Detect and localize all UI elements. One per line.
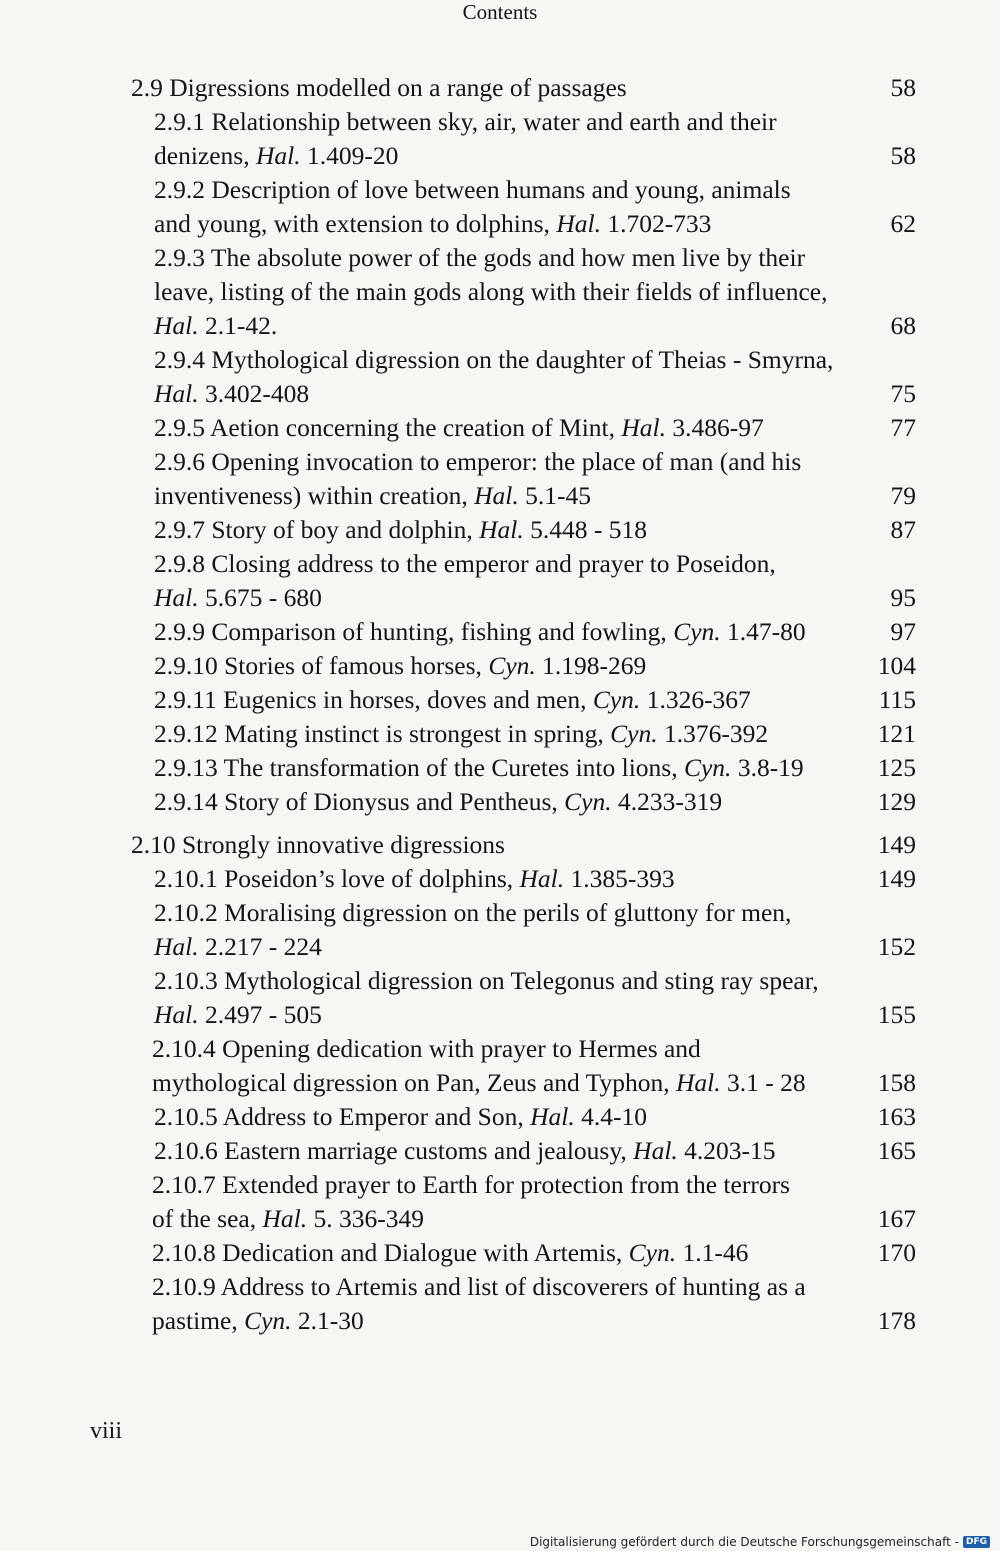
work-abbreviation: Cyn. bbox=[673, 617, 721, 646]
toc-entry-line bbox=[154, 964, 1000, 998]
work-abbreviation: Cyn. bbox=[488, 651, 536, 680]
entry-text: 5.1-45 bbox=[518, 481, 591, 510]
entry-text: leave, listing of the main gods along with their fields of influence, bbox=[154, 277, 828, 306]
toc-page-number: 115 bbox=[878, 685, 916, 714]
toc-entry-line bbox=[154, 513, 1000, 547]
entry-text: 1.409-20 bbox=[300, 141, 399, 170]
entry-text: 2.9.14 Story of Dionysus and Pentheus, bbox=[154, 787, 565, 816]
toc-entry-2-9 bbox=[0, 71, 1000, 105]
toc-entry-line bbox=[154, 343, 1000, 377]
toc-entry-2-9-11 bbox=[0, 683, 1000, 717]
entry-text: 3.8-19 bbox=[731, 753, 804, 782]
toc-entry-line bbox=[154, 998, 1000, 1032]
entry-text: 2.9.4 Mythological digression on the daughter of Theias - Smyrna, bbox=[154, 345, 834, 374]
entry-text: 1.376-392 bbox=[657, 719, 769, 748]
work-abbreviation: Hal. bbox=[154, 1000, 199, 1029]
toc-entry-2-9-12 bbox=[0, 717, 1000, 751]
work-abbreviation: Hal. bbox=[479, 515, 524, 544]
toc-entry-2-10 bbox=[0, 828, 1000, 862]
running-title: Contents bbox=[462, 0, 538, 24]
entry-text: 2.217 - 224 bbox=[198, 932, 322, 961]
toc-entry-2-10-9 bbox=[0, 1270, 1000, 1338]
toc-entry-2-9-1 bbox=[0, 105, 1000, 173]
entry-text: 2.10.8 Dedication and Dialogue with Artemis, bbox=[152, 1238, 629, 1267]
entry-text: pastime, bbox=[152, 1306, 245, 1335]
entry-text: 2.9.12 Mating instinct is strongest in spring, bbox=[154, 719, 611, 748]
toc-page-number: 129 bbox=[877, 787, 916, 816]
toc-entry-2-9-8 bbox=[0, 547, 1000, 615]
entry-text: 2.10.2 Moralising digression on the perils of gluttony for men, bbox=[154, 898, 792, 927]
toc-entry-line bbox=[154, 615, 1000, 649]
toc-entry-2-9-10 bbox=[0, 649, 1000, 683]
toc-entry-line bbox=[154, 173, 1000, 207]
toc-page-number: 165 bbox=[877, 1136, 916, 1165]
toc-page-number: 170 bbox=[877, 1238, 916, 1267]
toc-entry-2-9-3 bbox=[0, 241, 1000, 343]
entry-text: 5.675 - 680 bbox=[198, 583, 322, 612]
toc-page-number: 149 bbox=[877, 864, 916, 893]
toc-entry-2-9-6 bbox=[0, 445, 1000, 513]
toc-page-number: 163 bbox=[877, 1102, 916, 1131]
entry-text: 1.47-80 bbox=[720, 617, 806, 646]
toc-page-number: 121 bbox=[877, 719, 916, 748]
toc-entry-2-10-7 bbox=[0, 1168, 1000, 1236]
entry-text: 2.1-30 bbox=[291, 1306, 364, 1335]
table-of-contents bbox=[0, 71, 1000, 1338]
entry-text: 2.10.5 Address to Emperor and Son, bbox=[154, 1102, 531, 1131]
work-abbreviation: Hal. bbox=[633, 1136, 678, 1165]
entry-text: 2.9.13 The transformation of the Curetes into lions, bbox=[154, 753, 684, 782]
toc-page-number: 62 bbox=[890, 209, 916, 238]
toc-entry-line bbox=[154, 649, 1000, 683]
toc-entry-2-10-3 bbox=[0, 964, 1000, 1032]
toc-entry-line bbox=[154, 445, 1000, 479]
toc-entry-line bbox=[152, 1168, 1000, 1202]
digitization-credit bbox=[530, 1535, 990, 1549]
entry-text: 2.1-42. bbox=[198, 311, 278, 340]
toc-entry-line bbox=[154, 1100, 1000, 1134]
entry-text: mythological digression on Pan, Zeus and Typhon, bbox=[152, 1068, 676, 1097]
entry-text: 2.10.6 Eastern marriage customs and jealousy, bbox=[154, 1136, 634, 1165]
entry-text: 2.9 Digressions modelled on a range of passages bbox=[131, 73, 627, 102]
entry-text: 2.9.9 Comparison of hunting, fishing and fowling, bbox=[154, 617, 674, 646]
work-abbreviation: Hal. bbox=[530, 1102, 575, 1131]
toc-page-number: 104 bbox=[877, 651, 916, 680]
entry-text: 2.497 - 505 bbox=[198, 1000, 322, 1029]
entry-text: 2.10.3 Mythological digression on Telegonus and sting ray spear, bbox=[154, 966, 819, 995]
entry-text: 2.10 Strongly innovative digressions bbox=[131, 830, 505, 859]
entry-text: 3.486-97 bbox=[666, 413, 764, 442]
entry-text: 2.9.5 Aetion concerning the creation of Mint, bbox=[154, 413, 622, 442]
toc-entry-line bbox=[154, 309, 1000, 343]
toc-page-number: 58 bbox=[890, 141, 916, 170]
toc-entry-line bbox=[154, 751, 1000, 785]
work-abbreviation: Hal. bbox=[154, 379, 199, 408]
toc-page-number: 75 bbox=[890, 379, 916, 408]
entry-text: 5.448 - 518 bbox=[523, 515, 647, 544]
work-abbreviation: Cyn. bbox=[564, 787, 612, 816]
dfg-logo-icon: DFG bbox=[963, 1536, 990, 1548]
entry-text: 2.10.1 Poseidon’s love of dolphins, bbox=[154, 864, 520, 893]
toc-entry-line bbox=[154, 275, 1000, 309]
toc-entry-line bbox=[154, 377, 1000, 411]
toc-entry-line bbox=[154, 930, 1000, 964]
entry-text: 2.10.7 Extended prayer to Earth for protection from the terrors bbox=[152, 1170, 790, 1199]
entry-text: 2.9.3 The absolute power of the gods and how men live by their bbox=[154, 243, 806, 272]
toc-entry-2-10-4 bbox=[0, 1032, 1000, 1100]
toc-entry-line bbox=[152, 1270, 1000, 1304]
work-abbreviation: Cyn. bbox=[592, 685, 641, 714]
work-abbreviation: Cyn. bbox=[610, 719, 658, 748]
toc-entry-line bbox=[154, 207, 1000, 241]
credit-text: Digitalisierung gefördert durch die Deutsche Forschungsgemeinschaft - bbox=[529, 1535, 959, 1549]
toc-page-number: 77 bbox=[890, 413, 916, 442]
work-abbreviation: Hal. bbox=[474, 481, 519, 510]
toc-entry-line bbox=[154, 862, 1000, 896]
toc-entry-line bbox=[152, 1066, 1000, 1100]
work-abbreviation: Hal. bbox=[262, 1204, 308, 1233]
toc-entry-line bbox=[154, 1134, 1000, 1168]
work-abbreviation: Hal. bbox=[675, 1068, 721, 1097]
entry-text: 2.9.11 Eugenics in horses, doves and men, bbox=[154, 685, 593, 714]
toc-entry-2-9-2 bbox=[0, 173, 1000, 241]
work-abbreviation: Hal. bbox=[621, 413, 667, 442]
toc-page-number: 68 bbox=[890, 311, 916, 340]
toc-entry-line bbox=[154, 105, 1000, 139]
toc-entry-line bbox=[154, 411, 1000, 445]
work-abbreviation: Hal. bbox=[519, 864, 565, 893]
toc-page-number: 79 bbox=[890, 481, 916, 510]
toc-page-number: 149 bbox=[877, 830, 916, 859]
toc-entry-line bbox=[154, 139, 1000, 173]
toc-entry-line bbox=[152, 1236, 1000, 1270]
entry-text: 2.9.8 Closing address to the emperor and prayer to Poseidon, bbox=[154, 549, 776, 578]
toc-entry-line bbox=[131, 71, 1000, 105]
toc-page-number: 58 bbox=[890, 73, 916, 102]
entry-text: 2.9.2 Description of love between humans and young, animals bbox=[154, 175, 791, 204]
toc-page-number: 87 bbox=[890, 515, 916, 544]
work-abbreviation: Hal. bbox=[154, 932, 199, 961]
entry-text: 4.203-15 bbox=[677, 1136, 776, 1165]
entry-text: and young, with extension to dolphins, bbox=[154, 209, 557, 238]
entry-text: 3.1 - 28 bbox=[720, 1068, 806, 1097]
work-abbreviation: Hal. bbox=[255, 141, 301, 170]
toc-entry-line bbox=[131, 828, 1000, 862]
toc-entry-line bbox=[154, 896, 1000, 930]
entry-text: 5. 336-349 bbox=[307, 1204, 424, 1233]
work-abbreviation: Hal. bbox=[154, 311, 199, 340]
entry-text: of the sea, bbox=[152, 1204, 263, 1233]
entry-text: 2.9.6 Opening invocation to emperor: the place of man (and his bbox=[154, 447, 802, 476]
toc-page-number: 178 bbox=[877, 1306, 916, 1335]
entry-text: 1.1-46 bbox=[676, 1238, 749, 1267]
entry-text: 4.4-10 bbox=[574, 1102, 647, 1131]
toc-page-number: 167 bbox=[877, 1204, 916, 1233]
toc-page-number: 97 bbox=[890, 617, 916, 646]
toc-entry-2-9-5 bbox=[0, 411, 1000, 445]
entry-text: 2.9.7 Story of boy and dolphin, bbox=[154, 515, 480, 544]
toc-entry-line bbox=[154, 547, 1000, 581]
toc-entry-2-10-1 bbox=[0, 862, 1000, 896]
toc-page-number: 158 bbox=[877, 1068, 916, 1097]
entry-text: 1.702-733 bbox=[600, 209, 712, 238]
toc-entry-2-9-9 bbox=[0, 615, 1000, 649]
toc-entry-line bbox=[154, 683, 1000, 717]
toc-entry-line bbox=[154, 479, 1000, 513]
toc-entry-2-9-4 bbox=[0, 343, 1000, 411]
entry-text: 1.326-367 bbox=[640, 685, 751, 714]
entry-text: 3.402-408 bbox=[198, 379, 310, 408]
toc-entry-line bbox=[154, 785, 1000, 819]
toc-entry-2-10-8 bbox=[0, 1236, 1000, 1270]
toc-entry-line bbox=[154, 581, 1000, 615]
toc-entry-line bbox=[152, 1304, 1000, 1338]
toc-entry-2-10-5 bbox=[0, 1100, 1000, 1134]
toc-entry-line bbox=[152, 1032, 1000, 1066]
work-abbreviation: Cyn. bbox=[244, 1306, 292, 1335]
toc-entry-line bbox=[152, 1202, 1000, 1236]
toc-entry-2-9-13 bbox=[0, 751, 1000, 785]
work-abbreviation: Hal. bbox=[556, 209, 601, 238]
work-abbreviation: Cyn. bbox=[628, 1238, 677, 1267]
entry-text: denizens, bbox=[154, 141, 256, 170]
entry-text: 2.9.1 Relationship between sky, air, water and earth and their bbox=[154, 107, 777, 136]
toc-page-number: 155 bbox=[877, 1000, 916, 1029]
toc-entry-2-9-14 bbox=[0, 785, 1000, 819]
work-abbreviation: Hal. bbox=[154, 583, 199, 612]
toc-entry-2-10-6 bbox=[0, 1134, 1000, 1168]
toc-page-number: 95 bbox=[890, 583, 916, 612]
entry-text: inventiveness) within creation, bbox=[154, 481, 475, 510]
toc-entry-2-10-2 bbox=[0, 896, 1000, 964]
entry-text: 4.233-319 bbox=[611, 787, 723, 816]
entry-text: 2.9.10 Stories of famous horses, bbox=[154, 651, 489, 680]
entry-text: 2.10.9 Address to Artemis and list of discoverers of hunting as a bbox=[152, 1272, 806, 1301]
entry-text: 1.385-393 bbox=[564, 864, 675, 893]
toc-page-number: 152 bbox=[877, 932, 916, 961]
toc-entry-line bbox=[154, 241, 1000, 275]
page-folio: viii bbox=[90, 1418, 123, 1444]
toc-entry-line bbox=[154, 717, 1000, 751]
toc-entry-2-9-7 bbox=[0, 513, 1000, 547]
entry-text: 1.198-269 bbox=[535, 651, 647, 680]
entry-text: 2.10.4 Opening dedication with prayer to Hermes and bbox=[152, 1034, 701, 1063]
work-abbreviation: Cyn. bbox=[683, 753, 732, 782]
toc-page-number: 125 bbox=[877, 753, 916, 782]
